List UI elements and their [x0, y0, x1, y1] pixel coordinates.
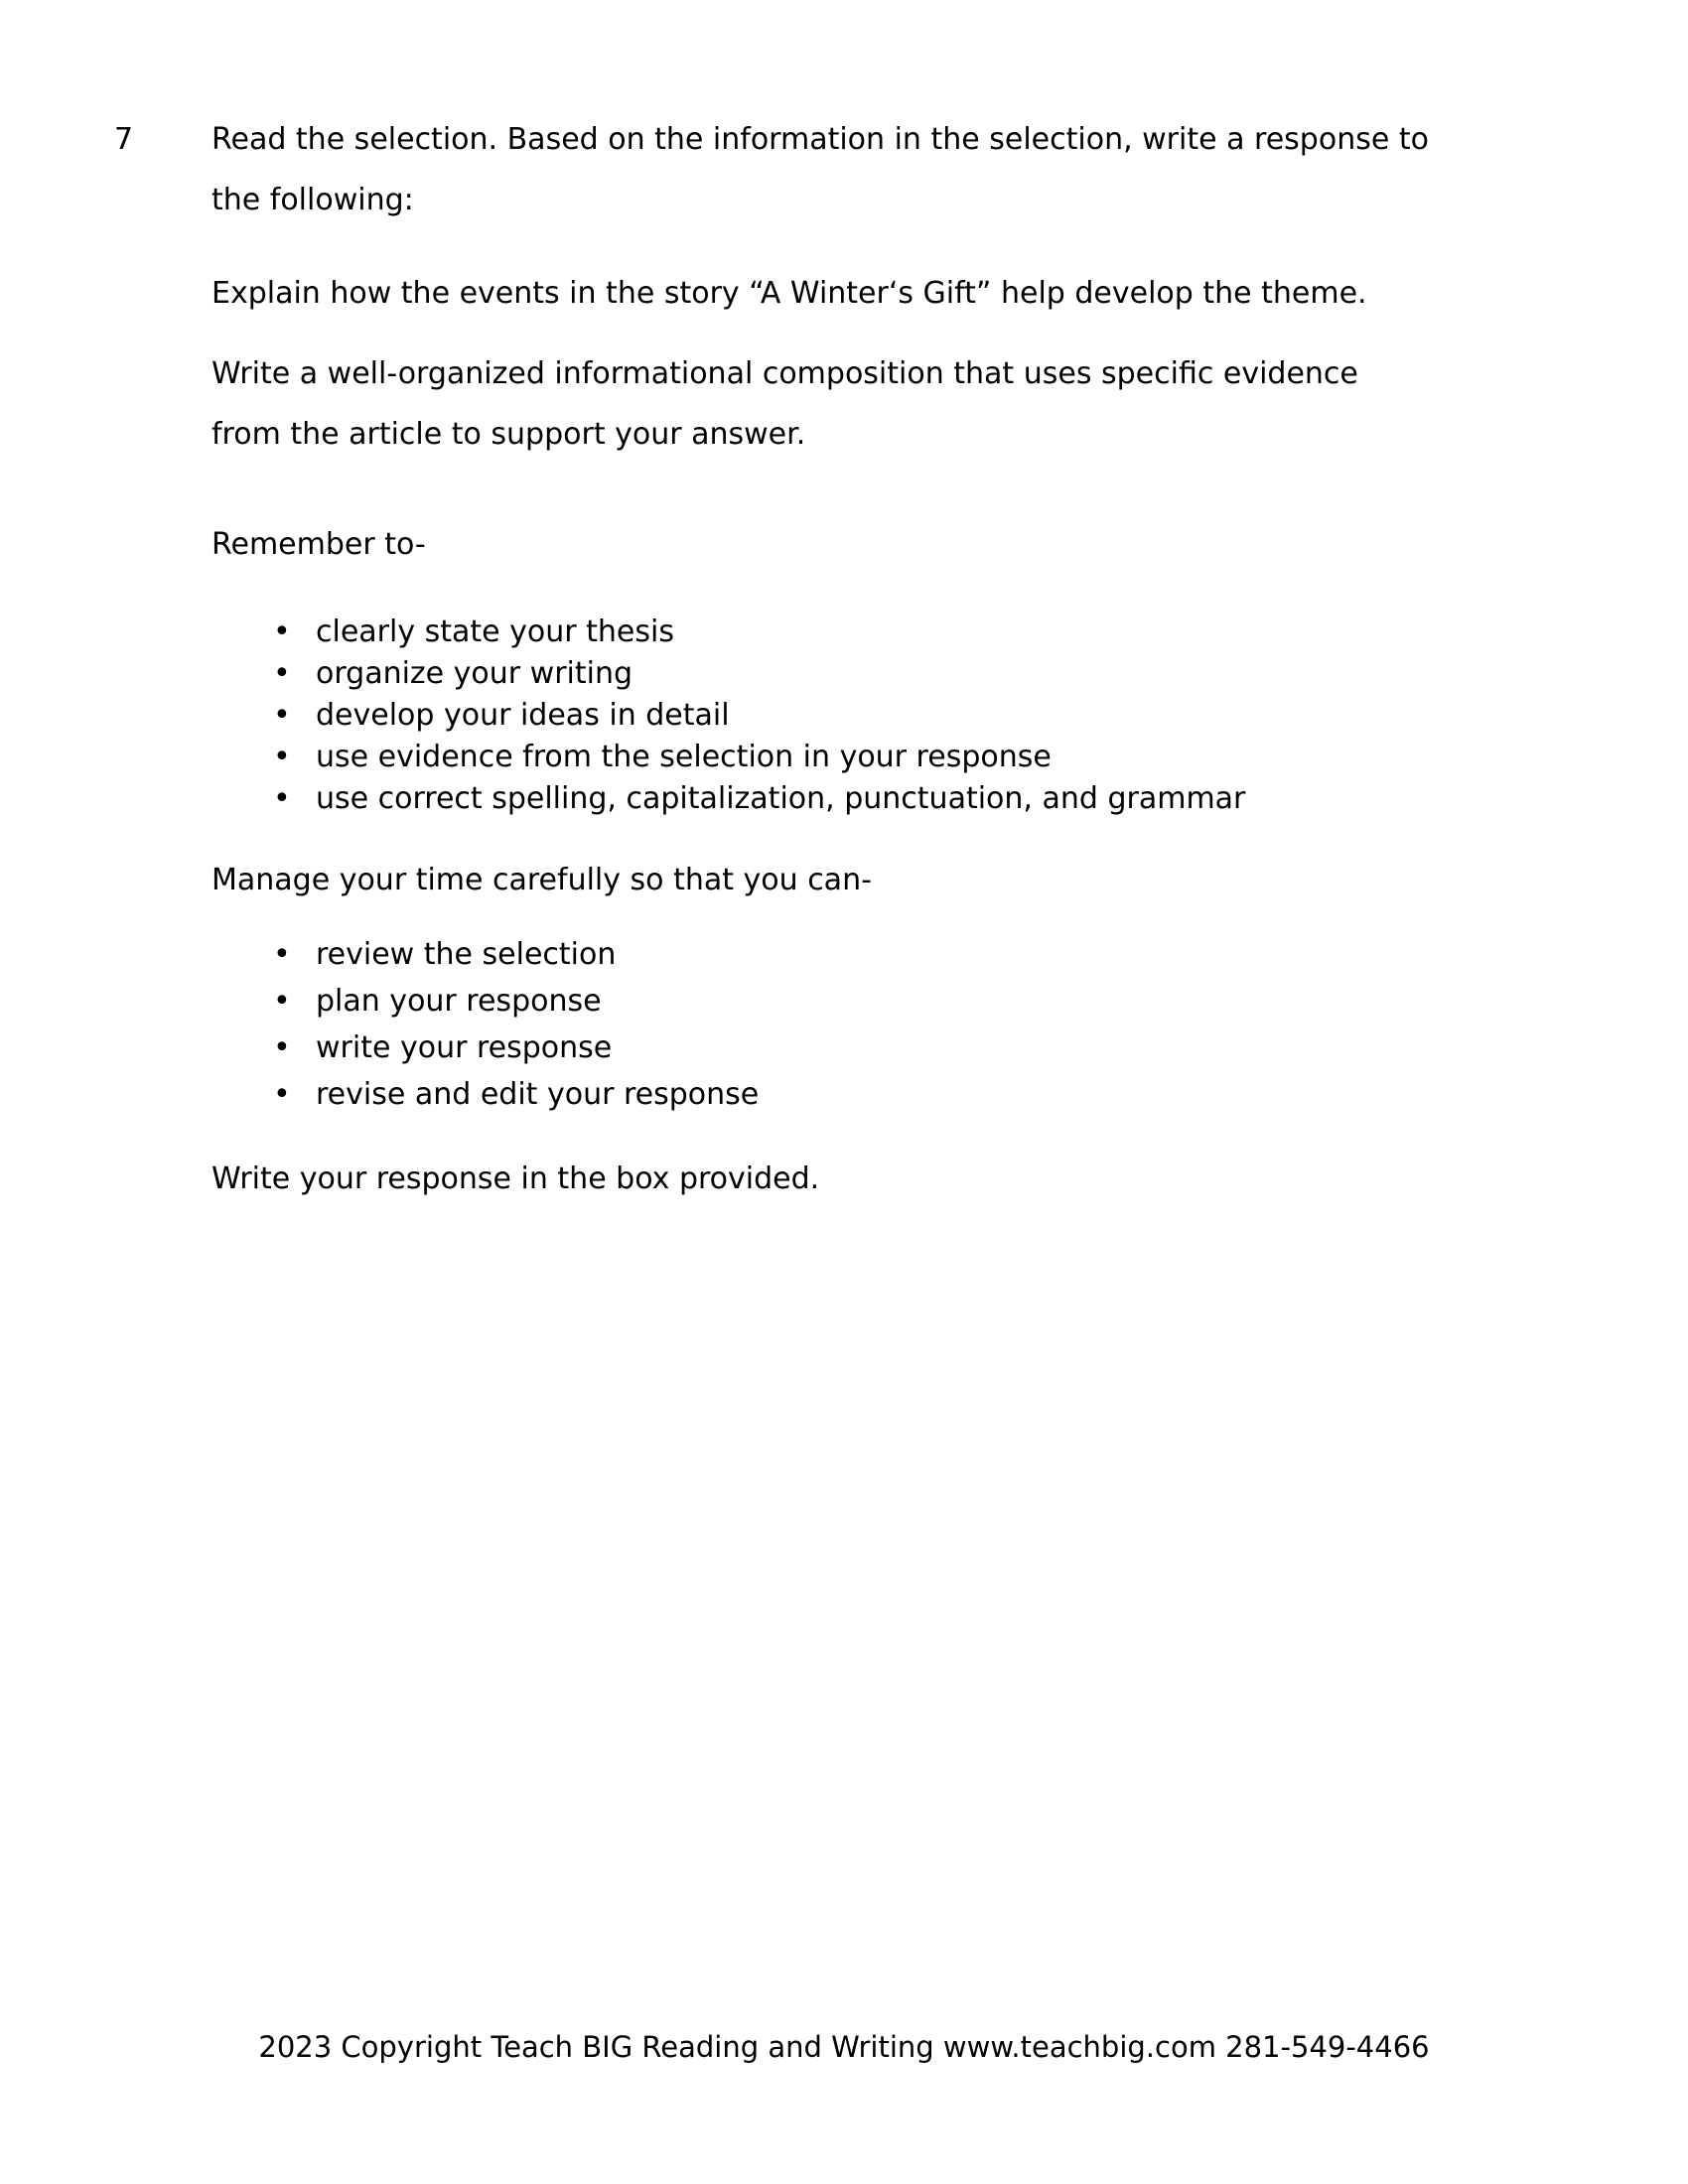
list-item-label: use evidence from the selection in your response — [316, 740, 1052, 774]
composition-directions-line-1: Write a well-organized informational composition that uses specific evidence — [211, 356, 1358, 391]
list-item — [211, 778, 1602, 820]
list-item — [211, 695, 1602, 737]
bullet-icon: • — [273, 781, 291, 816]
copyright-footer: 2023 Copyright Teach BIG Reading and Writing www.teachbig.com 281-549-4466 — [258, 2030, 1430, 2064]
list-item — [211, 931, 1602, 978]
list-item — [211, 653, 1602, 695]
remember-heading: Remember to- — [211, 527, 426, 562]
bullet-icon: • — [273, 984, 291, 1019]
composition-directions-line-2: from the article to support your answer. — [211, 417, 806, 452]
list-item-label: develop your ideas in detail — [316, 698, 730, 733]
list-item-label: review the selection — [316, 937, 617, 972]
question-number: 7 — [114, 122, 134, 157]
question-body — [211, 109, 1602, 1209]
list-item — [211, 1024, 1602, 1071]
remember-list — [211, 612, 1602, 820]
manage-time-list — [211, 931, 1602, 1118]
bullet-icon: • — [273, 1077, 291, 1112]
list-item — [211, 737, 1602, 778]
list-item-label: use correct spelling, capitalization, punctuation, and grammar — [316, 781, 1246, 816]
manage-time-heading: Manage your time carefully so that you can- — [211, 863, 872, 897]
bullet-icon: • — [273, 937, 291, 972]
list-item — [211, 978, 1602, 1024]
list-item-label: organize your writing — [316, 656, 633, 691]
question-intro — [211, 109, 1602, 230]
bullet-icon: • — [273, 740, 291, 774]
list-item-label: plan your response — [316, 984, 602, 1019]
list-item-label: clearly state your thesis — [316, 614, 674, 649]
composition-directions — [211, 343, 1602, 465]
list-item-label: revise and edit your response — [316, 1077, 760, 1112]
list-item — [211, 612, 1602, 653]
list-item — [211, 1071, 1602, 1118]
closing-instruction: Write your response in the box provided. — [211, 1161, 820, 1196]
bullet-icon: • — [273, 698, 291, 733]
question-intro-line-1: Read the selection. Based on the information in the selection, write a response to — [211, 122, 1429, 157]
question-intro-line-2: the following: — [211, 183, 414, 217]
bullet-icon: • — [273, 656, 291, 691]
bullet-icon: • — [273, 1030, 291, 1065]
list-item-label: write your response — [316, 1030, 613, 1065]
writing-task-statement: Explain how the events in the story “A Winter‘s Gift” help develop the theme. — [211, 276, 1367, 311]
bullet-icon: • — [273, 614, 291, 649]
